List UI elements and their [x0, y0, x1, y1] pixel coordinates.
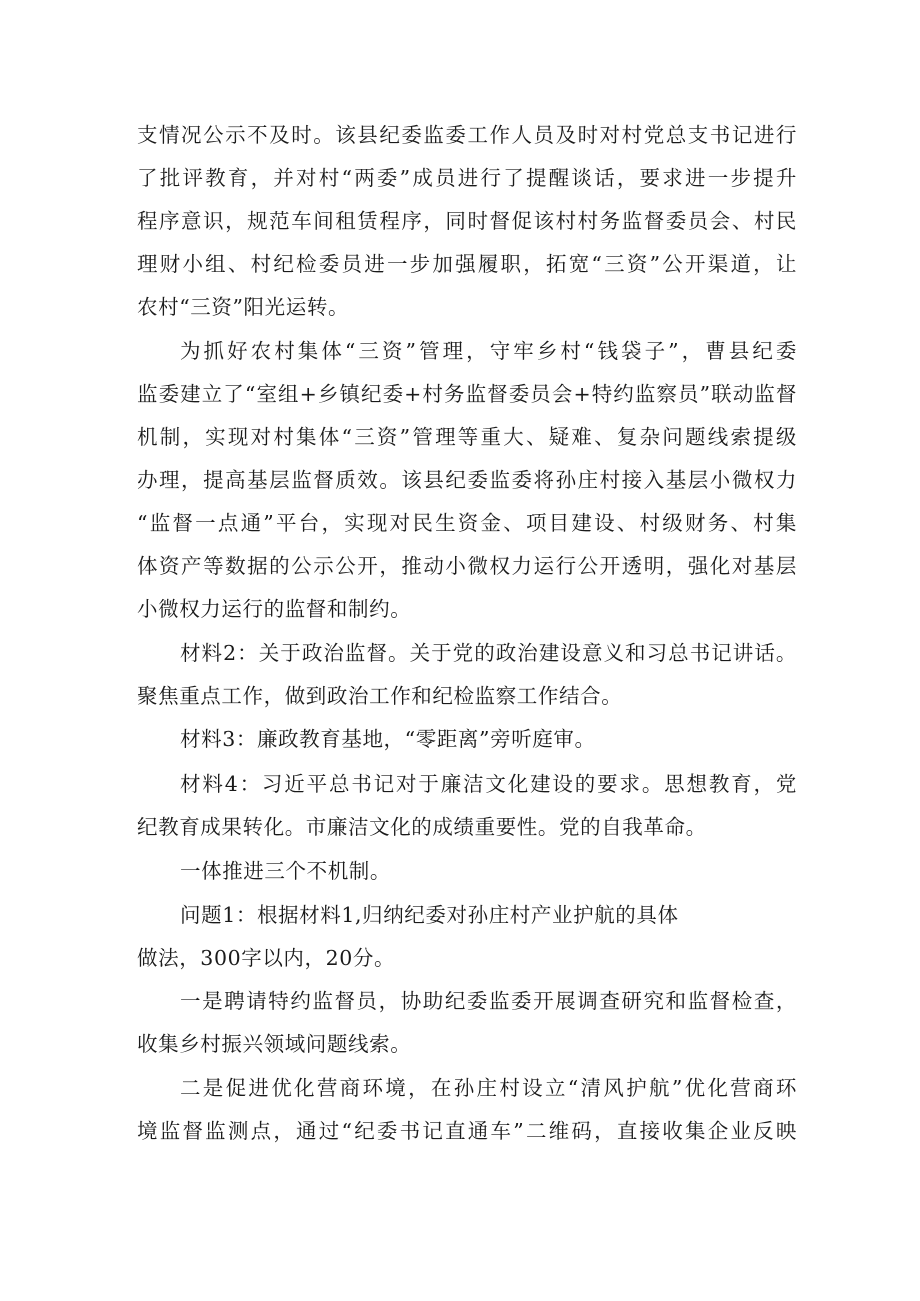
paragraph-line: 理财小组、村纪检委员进一步加强履职，拓宽“三资”公开渠道，让 — [137, 252, 797, 276]
paragraph-line: 一是聘请特约监督员，协助纪委监委开展调查研究和监督检查， — [180, 989, 797, 1013]
paragraph-line: 支情况公示不及时。该县纪委监委工作人员及时对村党总支书记进行 — [137, 123, 797, 147]
paragraph-4 — [137, 718, 797, 761]
paragraph-line: 办理，提高基层监督质效。该县纪委监委将孙庄村接入基层小微权力 — [137, 468, 797, 492]
paragraph-3 — [137, 632, 797, 718]
paragraph-line: 机制，实现对村集体“三资”管理等重大、疑难、复杂问题线索提级 — [137, 425, 797, 449]
paragraph-9 — [137, 1067, 797, 1153]
paragraph-line: 体资产等数据的公示公开，推动小微权力运行公开透明，强化对基层 — [137, 554, 797, 578]
paragraph-7 — [137, 894, 797, 980]
paragraph-line: 小微权力运行的监督和制约。 — [137, 597, 412, 621]
paragraph-line: 材料2：关于政治监督。关于党的政治建设意义和习总书记讲话。 — [180, 641, 797, 665]
paragraph-line: 境监督监测点，通过“纪委书记直通车”二维码，直接收集企业反映 — [137, 1119, 797, 1143]
paragraph-line: 程序意识，规范车间租赁程序，同时督促该村村务监督委员会、村民 — [137, 209, 797, 233]
paragraph-line: 做法，300字以内，20分。 — [137, 946, 396, 970]
paragraph-line: 材料4：习近平总书记对于廉洁文化建设的要求。思想教育，党 — [180, 772, 797, 796]
paragraph-line: 为抓好农村集体“三资”管理，守牢乡村“钱袋子”，曹县纪委 — [180, 339, 797, 363]
paragraph-line: “监督一点通”平台，实现对民生资金、项目建设、村级财务、村集 — [137, 511, 797, 535]
paragraph-line: 材料3：廉政教育基地，“零距离”旁听庭审。 — [180, 727, 596, 751]
paragraph-line: 问题1：根据材料1,归纳纪委对孙庄村产业护航的具体 — [180, 903, 679, 927]
paragraph-line: 了批评教育，并对村“两委”成员进行了提醒谈话，要求进一步提升 — [137, 166, 797, 190]
paragraph-5 — [137, 763, 797, 849]
paragraph-8 — [137, 980, 797, 1066]
paragraph-line: 一体推进三个不机制。 — [180, 859, 391, 883]
paragraph-2 — [137, 330, 797, 631]
paragraph-line: 纪教育成果转化。市廉洁文化的成绩重要性。党的自我革命。 — [137, 815, 707, 839]
paragraph-line: 聚焦重点工作，做到政治工作和纪检监察工作结合。 — [137, 684, 623, 708]
paragraph-line: 收集乡村振兴领域问题线索。 — [137, 1032, 412, 1056]
paragraph-6 — [137, 850, 797, 893]
paragraph-line: 农村“三资”阳光运转。 — [137, 295, 350, 319]
paragraph-1 — [137, 114, 797, 329]
paragraph-line: 监委建立了“室组+乡镇纪委+村务监督委员会+特约监察员”联动监督 — [137, 382, 797, 406]
paragraph-line: 二是促进优化营商环境，在孙庄村设立“清风护航”优化营商环 — [180, 1076, 797, 1100]
